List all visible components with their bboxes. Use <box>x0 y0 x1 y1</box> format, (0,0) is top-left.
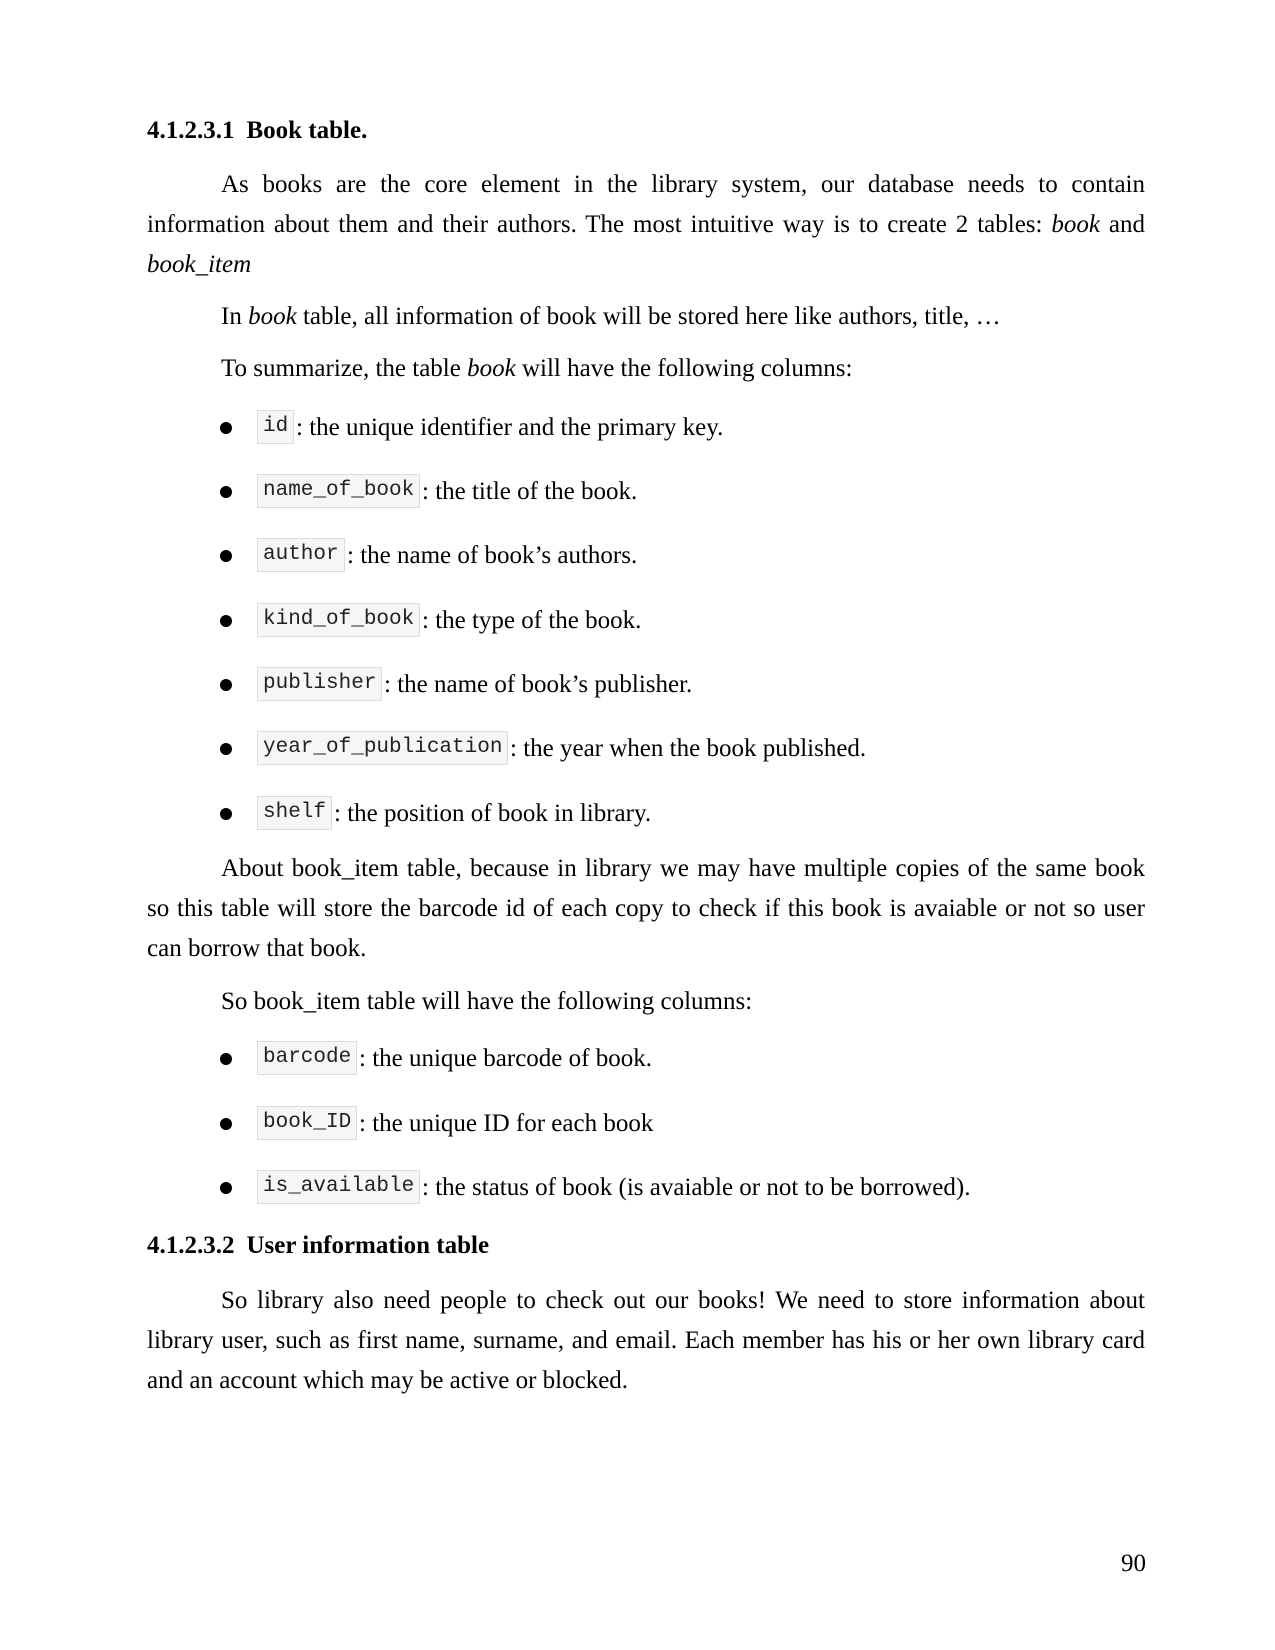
bullet-icon <box>220 743 232 755</box>
column-description: : the unique ID for each book <box>359 1110 654 1137</box>
book-item-columns-intro: So book_item table will have the following columns: <box>221 988 753 1015</box>
section-number: 4.1.2.3.1 <box>147 117 235 144</box>
section-title: Book table. <box>246 117 368 144</box>
bullet-icon <box>220 486 232 498</box>
user-table-paragraph: So library also need people to check out our books! We need to store information about library user, such as first name, surname, and email. Each member has his or her own library card and an account which may be active or blocked. <box>147 1287 1145 1394</box>
column-description: : the name of book’s authors. <box>347 542 638 569</box>
intro-text: As books are the core element in the library system, our database needs to contain information about them and their authors. The most intuitive way is to create 2 tables: <box>147 171 1145 238</box>
column-description: : the name of book’s publisher. <box>384 671 693 698</box>
bullet-icon <box>220 422 232 434</box>
column-name-code: book_ID <box>257 1106 357 1140</box>
section-number: 4.1.2.3.2 <box>147 1232 235 1259</box>
section-title: User information table <box>246 1232 490 1259</box>
bullet-icon <box>220 1053 232 1065</box>
column-description: : the status of book (is avaiable or not to be borrowed). <box>422 1174 971 1201</box>
bullet-icon <box>220 1182 232 1194</box>
book-table-description <box>147 297 1145 337</box>
page-number: 90 <box>1121 1550 1146 1577</box>
column-name-code: year_of_publication <box>257 731 508 765</box>
bullet-icon <box>220 615 232 627</box>
bullet-icon <box>220 1118 232 1130</box>
text: In <box>221 303 249 330</box>
column-name-code: author <box>257 538 345 572</box>
column-description: : the year when the book published. <box>510 735 867 762</box>
column-description: : the position of book in library. <box>334 800 652 827</box>
column-name-code: publisher <box>257 667 382 701</box>
column-name-code: kind_of_book <box>257 603 420 637</box>
em-book: book <box>248 303 297 330</box>
column-description: : the unique barcode of book. <box>359 1045 652 1072</box>
column-description: : the type of the book. <box>422 607 642 634</box>
column-name-code: name_of_book <box>257 474 420 508</box>
intro-paragraph <box>147 165 1145 285</box>
column-name-code: shelf <box>257 796 332 830</box>
section-heading-user-table <box>147 1231 489 1261</box>
column-name-code: is_available <box>257 1170 420 1204</box>
column-name-code: id <box>257 410 294 444</box>
bullet-icon <box>220 679 232 691</box>
text: will have the following columns: <box>515 355 853 382</box>
intro-text-and: and <box>1099 211 1145 238</box>
bullet-icon <box>220 808 232 820</box>
book-item-paragraph: About book_item table, because in library we may have multiple copies of the same book so this table will store the barcode id of each copy to check if this book is avaiable or not so user can borrow that book. <box>147 855 1145 962</box>
intro-em-book-item: book_item <box>147 251 252 278</box>
column-description: : the unique identifier and the primary key. <box>296 414 724 441</box>
book-columns-intro <box>147 349 1145 389</box>
text: To summarize, the table <box>221 355 468 382</box>
section-heading-book-table <box>147 116 367 146</box>
intro-em-book: book <box>1051 211 1100 238</box>
text: table, all information of book will be stored here like authors, title, … <box>296 303 1001 330</box>
em-book: book <box>467 355 516 382</box>
column-name-code: barcode <box>257 1041 357 1075</box>
bullet-icon <box>220 550 232 562</box>
column-description: : the title of the book. <box>422 478 638 505</box>
